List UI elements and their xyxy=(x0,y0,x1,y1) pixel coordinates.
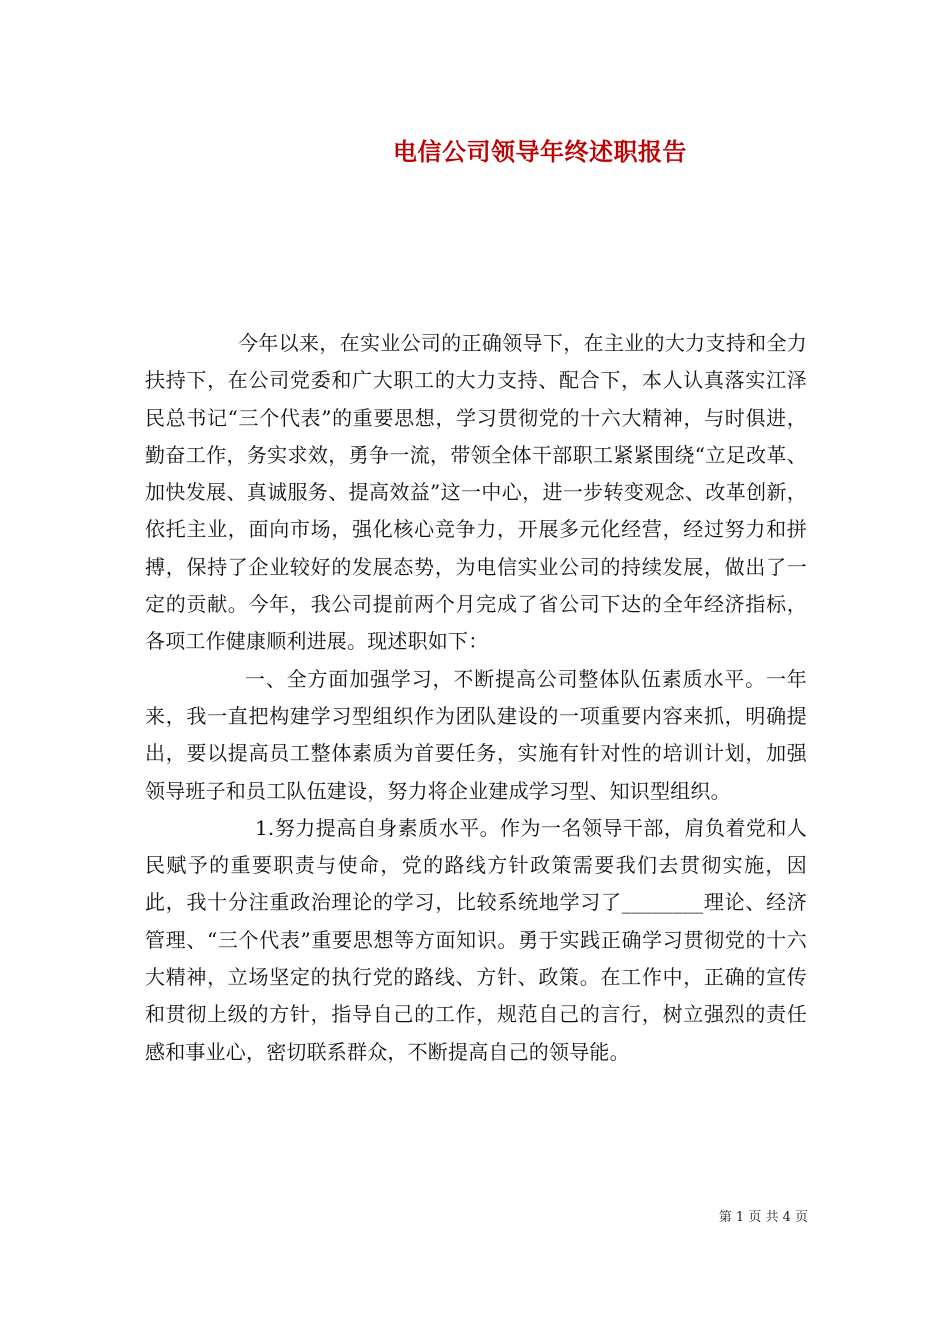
paragraph-item-one: 1.努力提高自身素质水平。作为一名领导干部，肩负着党和人民赋予的重要职责与使命，党的路线方针政策需要我们去贯彻实施，因此，我十分注重政治理论的学习，比较系统地学习了________理论、经济管理、“三个代表”重要思想等方面知识。勇于实践正确学习贯彻党的十六大精神，立场坚定的执行党的路线、方针、政策。在工作中，正确的宣传和贯彻上级的方针，指导自己的工作，规范自己的言行，树立强烈的责任感和事业心，密切联系群众，不断提高自己的领导能。 xyxy=(145,815,807,1064)
paragraph-section-one: 一、全方面加强学习，不断提高公司整体队伍素质水平。一年来，我一直把构建学习型组织作为团队建设的一项重要内容来抓，明确提出，要以提高员工整体素质为首要任务，实施有针对性的培训计划，加强领导班子和员工队伍建设，努力将企业建成学习型、知识型组织。 xyxy=(145,666,807,803)
document-body xyxy=(145,325,807,1071)
paragraph-intro: 今年以来，在实业公司的正确领导下，在主业的大力支持和全力扶持下，在公司党委和广大职工的大力支持、配合下，本人认真落实江泽民总书记“三个代表”的重要思想，学习贯彻党的十六大精神，与时俱进，勤奋工作，务实求效，勇争一流，带领全体干部职工紧紧围绕“立足改革、加快发展、真诚服务、提高效益”这一中心，进一步转变观念、改革创新，依托主业，面向市场，强化核心竞争力，开展多元化经营，经过努力和拼搏，保持了企业较好的发展态势，为电信实业公司的持续发展，做出了一定的贡献。今年，我公司提前两个月完成了省公司下达的全年经济指标，各项工作健康顺利进展。现述职如下： xyxy=(145,331,807,654)
page-number: 第 1 页 共 4 页 xyxy=(718,1210,808,1225)
document-title: 电信公司领导年终述职报告 xyxy=(393,137,687,166)
